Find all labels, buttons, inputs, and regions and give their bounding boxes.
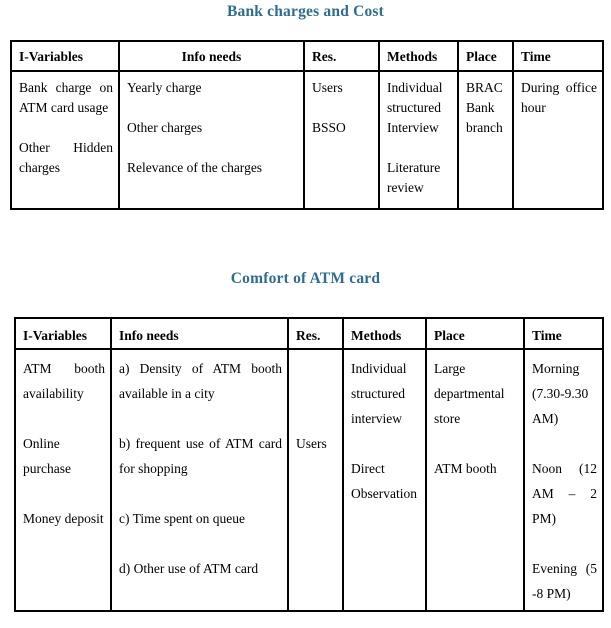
table1-cell-place xyxy=(458,71,513,209)
table1-cell-time xyxy=(513,71,603,209)
paragraph: Relevance of the charges xyxy=(127,160,263,175)
table2-cell-res xyxy=(288,349,343,611)
blank-line xyxy=(434,431,518,456)
paragraph: a) Density of ATM booth available in a city xyxy=(119,361,282,401)
paragraph: BSSO xyxy=(312,120,346,135)
table2-cell-place xyxy=(426,349,524,611)
blank-line xyxy=(296,381,337,406)
blank-line xyxy=(127,138,298,158)
table2-body-row xyxy=(15,349,603,611)
section-title-bank-charges: Bank charges and Cost xyxy=(226,3,385,20)
table1-header-methods: Methods xyxy=(379,41,458,71)
table1-header-res: Res. xyxy=(304,41,379,71)
table2-header-time: Time xyxy=(524,318,603,349)
paragraph: Noon (12 AM – 2 PM) xyxy=(532,461,597,526)
table2-cell-methods xyxy=(343,349,426,611)
paragraph: Users xyxy=(312,80,343,95)
paragraph: Literature review xyxy=(387,160,441,195)
blank-line xyxy=(23,406,105,431)
table1-body xyxy=(11,71,603,209)
blank-line xyxy=(532,531,597,556)
table1-header-i-variables: I-Variables xyxy=(11,41,119,71)
blank-line xyxy=(532,431,597,456)
paragraph: BRAC Bank branch xyxy=(466,80,503,135)
table1-cell-methods xyxy=(379,71,458,209)
paragraph: Bank charge on ATM card usage xyxy=(19,80,113,115)
blank-line xyxy=(127,98,298,118)
table1-cell-info-needs xyxy=(119,71,304,209)
table1-cell-i-variables xyxy=(11,71,119,209)
paragraph: Large departmental store xyxy=(434,361,505,426)
blank-line xyxy=(351,431,420,456)
table2-cell-i-variables xyxy=(15,349,111,611)
paragraph: Money deposit xyxy=(23,511,104,526)
paragraph: Other charges xyxy=(127,120,203,135)
table1-header xyxy=(11,41,603,71)
table1-header-place: Place xyxy=(458,41,513,71)
section-title-comfort-atm: Comfort of ATM card xyxy=(230,270,381,287)
blank-line xyxy=(119,531,282,556)
paragraph: c) Time spent on queue xyxy=(119,511,245,526)
blank-line xyxy=(119,481,282,506)
table2-header xyxy=(15,318,603,349)
comfort-atm-table xyxy=(14,317,604,612)
table2-cell-info-needs xyxy=(111,349,288,611)
paragraph: Individual structured interview xyxy=(351,361,407,426)
blank-line xyxy=(387,138,452,158)
table1-header-time: Time xyxy=(513,41,603,71)
table2-body xyxy=(15,349,603,611)
paragraph: b) frequent use of ATM card for shopping xyxy=(119,436,282,476)
paragraph: During office hour xyxy=(521,80,597,115)
table1-body-row xyxy=(11,71,603,209)
paragraph: Evening (5 -8 PM) xyxy=(532,561,597,601)
table1-header-info-needs: Info needs xyxy=(119,41,304,71)
paragraph: ATM booth xyxy=(434,461,497,476)
blank-line xyxy=(23,481,105,506)
table2-header-place: Place xyxy=(426,318,524,349)
paragraph: Individual structured Interview xyxy=(387,80,443,135)
table2-header-i-variables: I-Variables xyxy=(15,318,111,349)
table2-header-row xyxy=(15,318,603,349)
bank-charges-table xyxy=(10,40,604,210)
table1-header-row xyxy=(11,41,603,71)
table2-header-info-needs: Info needs xyxy=(111,318,288,349)
blank-line xyxy=(119,406,282,431)
paragraph: Users xyxy=(296,436,327,451)
paragraph: Direct Observation xyxy=(351,461,417,501)
blank-line xyxy=(296,406,337,431)
table2-header-res: Res. xyxy=(288,318,343,349)
table2-header-methods: Methods xyxy=(343,318,426,349)
paragraph: Other Hidden charges xyxy=(19,140,113,175)
paragraph: Online purchase xyxy=(23,436,71,476)
blank-line xyxy=(312,98,373,118)
paragraph: Yearly charge xyxy=(127,80,202,95)
blank-line xyxy=(296,356,337,381)
blank-line xyxy=(19,118,113,138)
table1-cell-res xyxy=(304,71,379,209)
paragraph: Morning (7.30-9.30 AM) xyxy=(532,361,589,426)
paragraph: d) Other use of ATM card xyxy=(119,561,259,576)
table2-cell-time xyxy=(524,349,603,611)
paragraph: ATM booth availability xyxy=(23,361,105,401)
